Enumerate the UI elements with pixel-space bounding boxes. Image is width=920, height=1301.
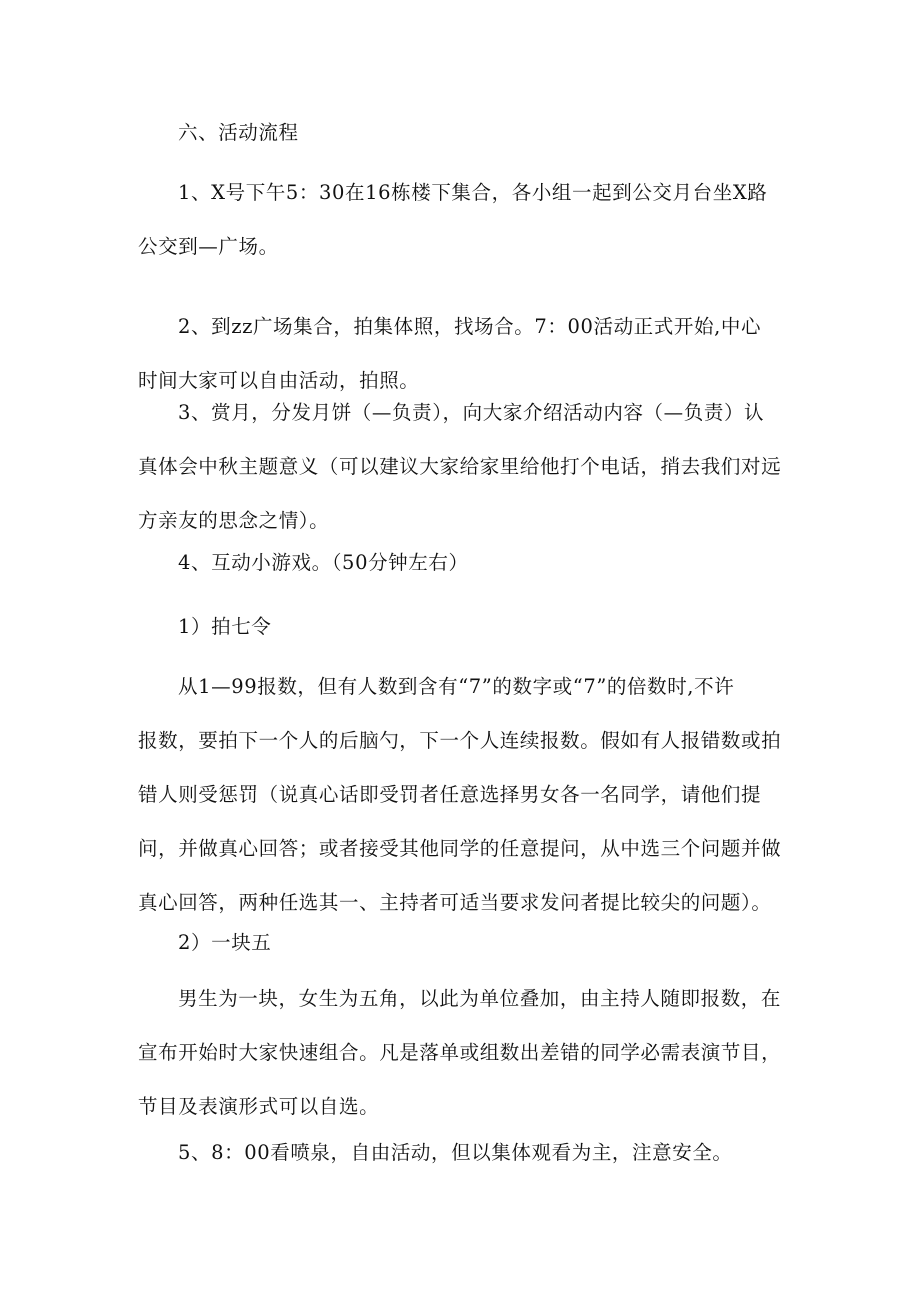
paragraph-line: 1、X号下午5：30在16栋楼下集合，各小组一起到公交月台坐X路 xyxy=(178,181,768,204)
paragraph-line: 节目及表演形式可以自选。 xyxy=(138,1095,380,1118)
paragraph-line: 5、8：00看喷泉，自由活动，但以集体观看为主，注意安全。 xyxy=(178,1141,733,1164)
paragraph-line: 真心回答，两种任选其一、主持者可适当要求发问者提比较尖的问题）。 xyxy=(138,891,772,914)
paragraph-line: 问，并做真心回答；或者接受其他同学的任意提问，从中选三个问题并做 xyxy=(138,837,782,860)
section-heading xyxy=(138,106,788,160)
paragraph-line: 宣布开始时大家快速组合。凡是落单或组数出差错的同学必需表演节目， xyxy=(138,1041,782,1064)
paragraph-line: 从1—99报数，但有人数到含有“7”的数字或“7”的倍数时,不许 xyxy=(178,675,735,698)
paragraph-line: 男生为一块，女生为五角，以此为单位叠加，由主持人随即报数，在 xyxy=(178,987,782,1010)
paragraph-line: 报数，要拍下一个人的后脑勺，下一个人连续报数。假如有人报错数或拍 xyxy=(138,729,782,752)
paragraph-step-3 xyxy=(138,386,788,548)
paragraph-line: 真体会中秋主题意义（可以建议大家给家里给他打个电话，捎去我们对远 xyxy=(138,455,782,478)
paragraph-step-5 xyxy=(138,1126,788,1180)
paragraph-line: 2、到zz广场集合，拍集体照，找场合。7：00活动正式开始,中心 xyxy=(178,315,762,338)
paragraph-line: 3、赏月，分发月饼（—负责），向大家介绍活动内容（—负责）认 xyxy=(178,401,765,424)
paragraph-line: 时间大家可以自由活动，拍照。 xyxy=(138,369,420,392)
game-description-2 xyxy=(138,972,788,1134)
heading-text: 六、活动流程 xyxy=(178,121,299,144)
paragraph-line: 错人则受惩罚（说真心话即受罚者任意选择男女各一名同学，请他们提 xyxy=(138,783,762,806)
paragraph-step-4 xyxy=(138,536,788,590)
game-title-1 xyxy=(138,600,788,654)
paragraph-line: 4、互动小游戏。（50分钟左右） xyxy=(178,551,469,574)
paragraph-line: 1）拍七令 xyxy=(178,615,272,638)
game-description-1 xyxy=(138,660,788,930)
paragraph-line: 公交到—广场。 xyxy=(138,235,279,258)
paragraph-step-1 xyxy=(138,166,788,274)
paragraph-line: 2）一块五 xyxy=(178,931,272,954)
game-title-2 xyxy=(138,916,788,970)
paragraph-line: 方亲友的思念之情）。 xyxy=(138,509,330,532)
